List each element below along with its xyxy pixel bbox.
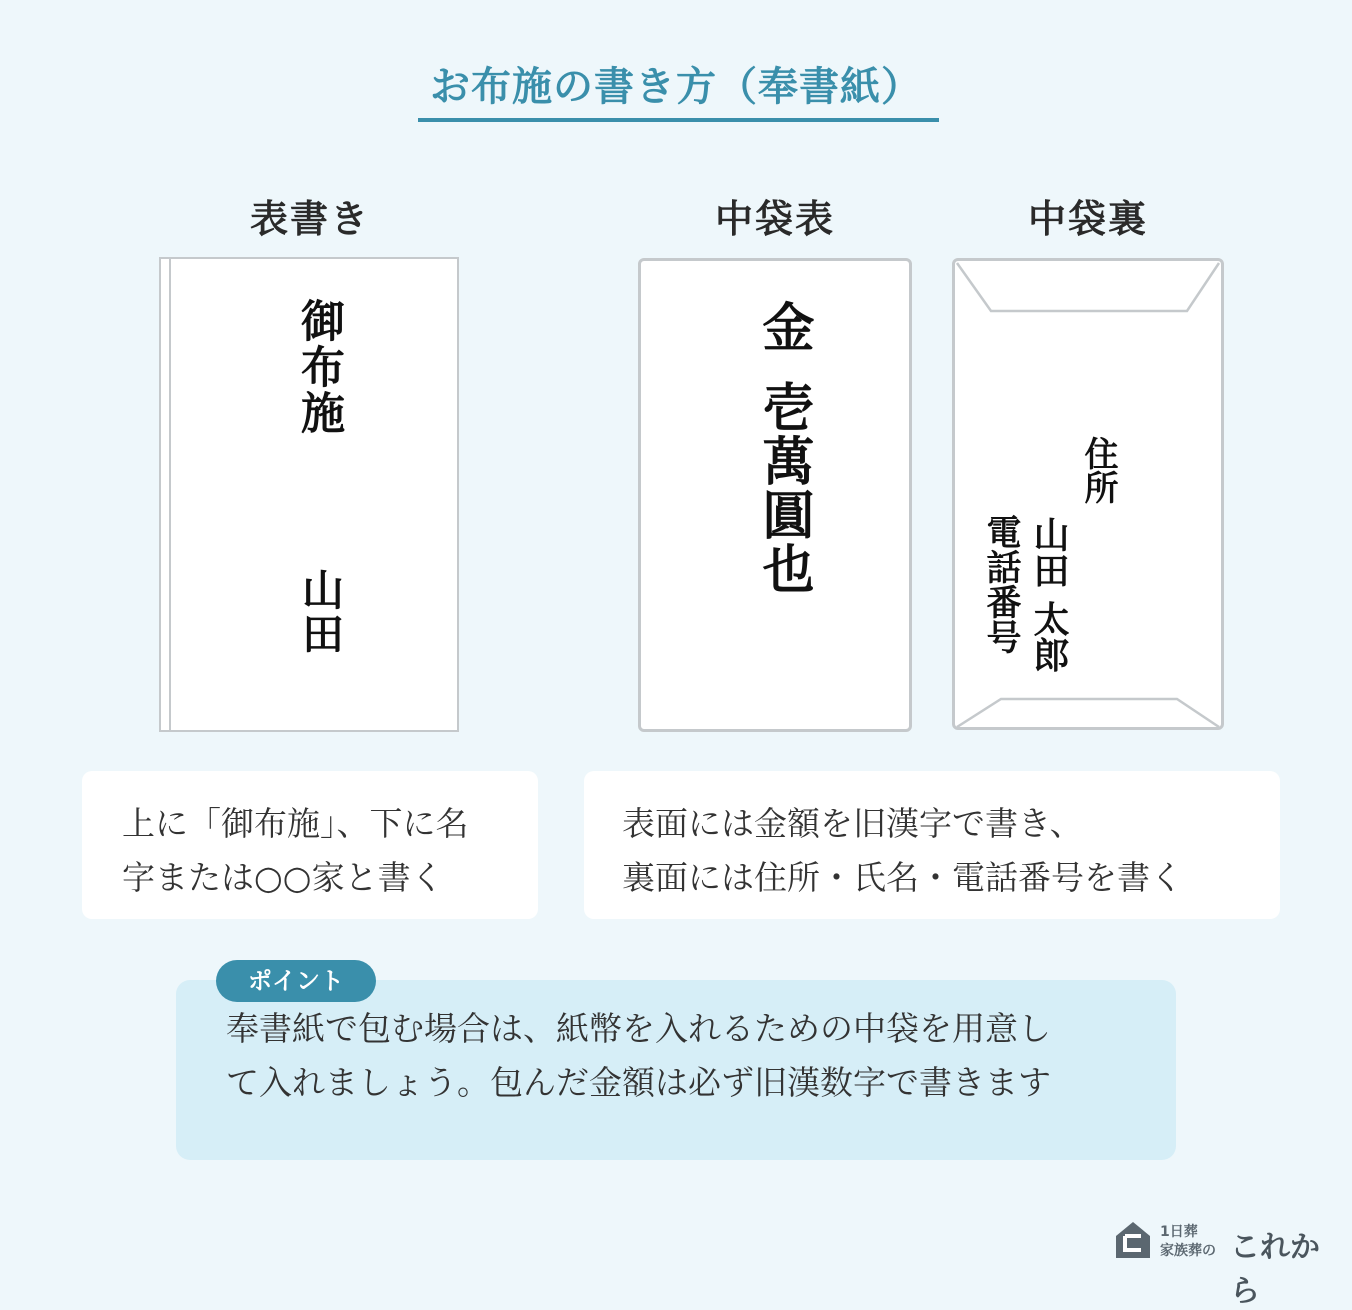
point-tag: ポイント: [216, 960, 376, 1002]
card-front-line2: 字または○○家と書く: [122, 858, 444, 897]
point-line2: て入れましょう。包んだ金額は必ず旧漢数字で書きます: [226, 1063, 1051, 1102]
inner-front-amount-text: 壱萬圓也: [753, 380, 814, 596]
logo-small-1: 1日葬: [1160, 1224, 1198, 1240]
card-front-line1: 上に「御布施」、下に名: [122, 804, 469, 843]
front-envelope-name-text: 山田: [296, 568, 345, 656]
inner-front-kin-text: 金: [753, 300, 814, 352]
explanation-card-inner: [584, 771, 1280, 919]
house-icon: [1114, 1220, 1152, 1260]
brand-logo: [1114, 1220, 1334, 1309]
front-envelope-fold: [169, 259, 171, 730]
heading-inner-front: 中袋表: [714, 197, 835, 241]
page-title: お布施の書き方（奉書紙）: [430, 64, 922, 110]
inner-back-phone-text: 電話番号: [981, 514, 1022, 654]
logo-small-2: 家族葬の: [1160, 1243, 1216, 1259]
heading-inner-back: 中袋裏: [1027, 197, 1148, 241]
point-box: [176, 980, 1176, 1160]
point-line1: 奉書紙で包む場合は、紙幣を入れるための中袋を用意し: [226, 1009, 1051, 1048]
explanation-card-front: [82, 771, 538, 919]
card-inner-line2: 裏面には住所・氏名・電話番号を書く: [622, 858, 1183, 897]
heading-front: 表書き: [249, 197, 370, 241]
inner-back-address-text: 住所: [1078, 436, 1118, 504]
front-envelope-top-text: 御布施: [293, 298, 344, 436]
inner-back-name-text: 山田 太郎: [1028, 516, 1070, 673]
logo-brand: これから: [1230, 1230, 1320, 1309]
card-inner-line1: 表面には金額を旧漢字で書き、: [622, 804, 1083, 843]
title-underline: [418, 118, 939, 122]
